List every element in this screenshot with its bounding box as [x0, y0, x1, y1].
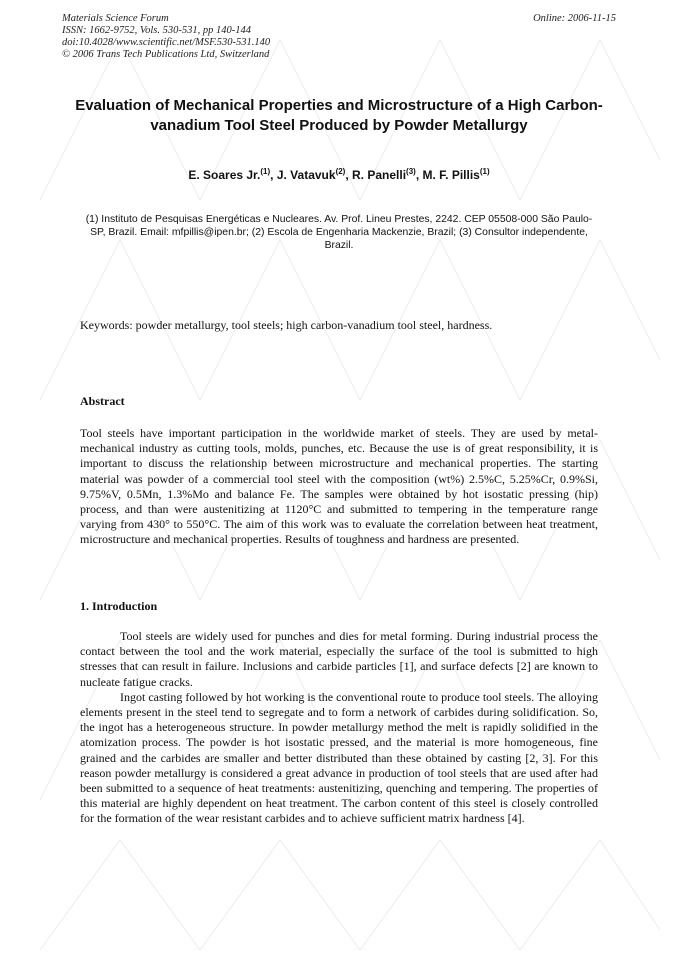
paragraph: Tool steels are widely used for punches and dies for metal forming. During industrial process the contact between the tool and the work material, especially the surface of the tool is submitted to high stresses that can result in failure. Inclusions and carbide particles [1], and surface defects [2] are known to nucleate fatigue cracks. — [80, 629, 598, 689]
author-name: R. Panelli — [352, 168, 407, 182]
introduction-heading: 1. Introduction — [80, 599, 158, 613]
paper-title: Evaluation of Mechanical Properties and Microstructure of a High Carbon-vanadium Tool Steel Produced by Powder Metallurgy — [75, 97, 603, 134]
keywords: Keywords: powder metallurgy, tool steels; high carbon-vanadium tool steel, hardness. — [80, 318, 493, 332]
author-affiliation-marker: (1) — [479, 167, 490, 176]
author-separator: , — [270, 168, 277, 182]
affiliations: (1) Instituto de Pesquisas Energéticas e Nucleares. Av. Prof. Lineu Prestes, 2242. CEP 05508-000 São Paulo-SP, Brazil. Email: mfpillis@ipen.br; (2) Escola de Engenharia Mackenzie, Brazil; (3) Consultor independente, Brazil. — [85, 214, 593, 251]
journal-name: Materials Science Forum — [62, 13, 169, 24]
author-separator: , — [415, 168, 423, 182]
introduction-body — [80, 629, 598, 827]
author-name: J. Vatavuk — [276, 168, 336, 182]
abstract-text: Tool steels have important participation in the worldwide market of steels. They are used by metal-mechanical industry as cutting tools, molds, punches, etc. Because the use is of great responsibility, it is important to discuss the relationship between microstructure and mechanical properties. The starting material was powder of a commercial tool steel with the composition (wt%) 2.5%C, 5.25%Cr, 0.9%Si, 9.75%V, 0.5Mn, 1.3%Mo and balance Fe. The samples were obtained by hot isostatic pressing (hip) process, and than were austenitizing at 1120°C and submitted to tempering in the temperature range varying from 430° to 550°C. The aim of this work was to evaluate the correlation between heat treatment, microstructure and mechanical properties. Results of toughness and hardness are presented. — [80, 426, 598, 547]
online-date: Online: 2006-11-15 — [533, 13, 616, 24]
paragraph: Ingot casting followed by hot working is the conventional route to produce tool steels. The alloying elements present in the steel tend to segregate and to form a network of carbides during solidification. So, the ingot has a heterogeneous structure. In powder metallurgy method the melt is rapidly solidified in the atomization process. The powder is hot isostatic pressed, and the material is more homogeneous, fine grained and the carbides are smaller and better distributed than these obtained by casting [2, 3]. For this reason powder metallurgy is considered a great advance in production of tool steels that are used after had been submitted to a sequence of heat treatments: austenitizing, quenching and tempering. The properties of this material are highly dependent on heat treatment. The carbon content of this steel is closely controlled for the formation of the wear resistant carbides and to achieve sufficient matrix hardness [4]. — [80, 689, 598, 826]
author-list — [60, 164, 618, 183]
author-name: M. F. Pillis — [422, 168, 480, 182]
abstract-heading: Abstract — [80, 394, 125, 408]
copyright-line: © 2006 Trans Tech Publications Ltd, Switzerland — [62, 49, 270, 60]
journal-header — [62, 13, 270, 61]
author-affiliation-marker: (2) — [335, 167, 346, 176]
author-separator: , — [345, 168, 353, 182]
author-affiliation-marker: (1) — [260, 167, 271, 176]
issn-line: ISSN: 1662-9752, Vols. 530-531, pp 140-144 — [62, 25, 251, 36]
author-affiliation-marker: (3) — [406, 167, 416, 176]
doi-line: doi:10.4028/www.scientific.net/MSF.530-531.140 — [62, 37, 271, 48]
author-name: E. Soares Jr. — [188, 168, 261, 182]
